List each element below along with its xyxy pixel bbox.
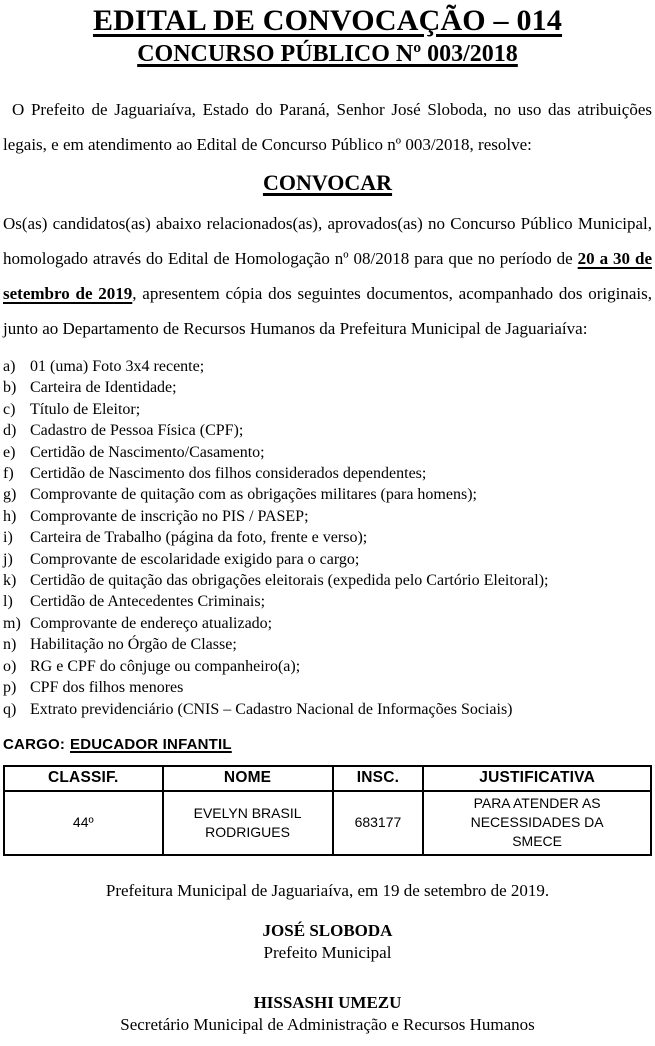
table-cell-justificativa: PARA ATENDER AS NECESSIDADES DA SMECE bbox=[423, 791, 651, 855]
list-item bbox=[3, 484, 652, 505]
list-item bbox=[3, 463, 652, 484]
signature-name: JOSÉ SLOBODA bbox=[262, 920, 393, 940]
list-item-marker: q) bbox=[3, 700, 17, 718]
list-item-marker: p) bbox=[3, 679, 17, 697]
list-item bbox=[3, 442, 652, 463]
list-item-marker: o) bbox=[3, 657, 17, 675]
list-item bbox=[3, 570, 652, 591]
list-item-text: Comprovante de escolaridade exigido para o cargo; bbox=[30, 550, 360, 568]
list-item-marker: f) bbox=[3, 465, 14, 483]
list-item-text: Título de Eleitor; bbox=[30, 400, 141, 418]
document-subtitle-text: CONCURSO PÚBLICO Nº 003/2018 bbox=[137, 41, 518, 67]
table-header-row bbox=[4, 766, 651, 791]
signature-role: Prefeito Municipal bbox=[263, 942, 392, 962]
signature-role: Secretário Municipal de Administração e Recursos Humanos bbox=[120, 1014, 535, 1034]
list-item-text: Certidão de Nascimento/Casamento; bbox=[30, 443, 265, 461]
intro-paragraph: O Prefeito de Jaguariaíva, Estado do Paraná, Senhor José Sloboda, no uso das atribuições legais, e em atendimento ao Edital de Concurso Público nº 003/2018, resolve: bbox=[3, 100, 652, 154]
date-line: Prefeitura Municipal de Jaguariaíva, em 19 de setembro de 2019. bbox=[105, 880, 550, 900]
list-item-text: Extrato previdenciário (CNIS – Cadastro Nacional de Informações Sociais) bbox=[30, 700, 513, 718]
signature-block-secretary bbox=[3, 992, 652, 1036]
table-header-insc: INSC. bbox=[333, 766, 424, 791]
list-item-marker: l) bbox=[3, 593, 13, 611]
list-item-marker: k) bbox=[3, 572, 17, 590]
list-item-marker: i) bbox=[3, 529, 13, 547]
list-item-text: Certidão de quitação das obrigações eleitorais (expedida pelo Cartório Eleitoral); bbox=[30, 572, 549, 590]
list-item bbox=[3, 377, 652, 398]
table-cell-classif: 44º bbox=[4, 791, 163, 855]
list-item-text: Comprovante de endereço atualizado; bbox=[30, 614, 273, 632]
list-item bbox=[3, 591, 652, 612]
table-cell-nome: EVELYN BRASIL RODRIGUES bbox=[163, 791, 333, 855]
list-item bbox=[3, 634, 652, 655]
list-item bbox=[3, 549, 652, 570]
list-item bbox=[3, 699, 652, 720]
list-item-marker: m) bbox=[3, 614, 21, 632]
list-item-text: Comprovante de inscrição no PIS / PASEP; bbox=[30, 507, 309, 525]
list-item bbox=[3, 527, 652, 548]
list-item-text: Cadastro de Pessoa Física (CPF); bbox=[30, 422, 244, 440]
list-item-marker: e) bbox=[3, 443, 16, 461]
convocar-heading-text: CONVOCAR bbox=[262, 170, 393, 195]
list-item-marker: a) bbox=[3, 358, 16, 375]
list-item-text: Carteira de Trabalho (página da foto, frente e verso); bbox=[30, 529, 368, 547]
table-cell-insc: 683177 bbox=[333, 791, 424, 855]
list-item-marker: c) bbox=[3, 400, 16, 418]
list-item-text: 01 (uma) Foto 3x4 recente; bbox=[30, 358, 205, 375]
document-subtitle bbox=[3, 41, 652, 68]
signature-block-mayor bbox=[3, 920, 652, 964]
body-paragraph-part1: Os(as) candidatos(as) abaixo relacionados(as), aprovados(as) no Concurso Público Municipal, homologado através do Edital de Homologação nº 08/2018 para que no período de bbox=[3, 214, 652, 268]
list-item bbox=[3, 613, 652, 634]
list-item-marker: j) bbox=[3, 550, 13, 568]
body-paragraph-date-range: 20 a 30 de setembro de 2019 bbox=[3, 249, 653, 303]
candidates-table bbox=[3, 765, 652, 856]
table-header-classif: CLASSIF. bbox=[4, 766, 163, 791]
list-item bbox=[3, 399, 652, 420]
document-title bbox=[3, 4, 652, 38]
cargo-label: CARGO: bbox=[3, 735, 66, 753]
convocar-heading bbox=[3, 170, 652, 196]
list-item-marker: h) bbox=[3, 507, 17, 525]
table-header-nome: NOME bbox=[163, 766, 333, 791]
body-paragraph-part2: , apresentem cópia dos seguintes documentos, acompanhado dos originais, junto ao Departamento de Recursos Humanos da Prefeitura Municipal de Jaguariaíva: bbox=[3, 284, 652, 338]
list-item bbox=[3, 506, 652, 527]
list-item-text: Habilitação no Órgão de Classe; bbox=[30, 636, 237, 654]
table-header-justificativa: JUSTIFICATIVA bbox=[423, 766, 651, 791]
list-item-text: RG e CPF do cônjuge ou companheiro(a); bbox=[30, 657, 301, 675]
list-item-text: Certidão de Nascimento dos filhos considerados dependentes; bbox=[30, 465, 427, 483]
list-item-text: Carteira de Identidade; bbox=[30, 379, 177, 397]
list-item bbox=[3, 656, 652, 677]
list-item-marker: b) bbox=[3, 379, 17, 397]
list-item-marker: n) bbox=[3, 636, 17, 654]
list-item-marker: d) bbox=[3, 422, 17, 440]
list-item-text: CPF dos filhos menores bbox=[30, 679, 184, 697]
list-item bbox=[3, 677, 652, 698]
list-item bbox=[3, 420, 652, 441]
list-item-text: Comprovante de quitação com as obrigações militares (para homens); bbox=[30, 486, 477, 504]
body-paragraph bbox=[3, 206, 652, 346]
table-row bbox=[4, 791, 651, 855]
list-item bbox=[3, 356, 652, 377]
signature-name: HISSASHI UMEZU bbox=[253, 992, 402, 1012]
cargo-value: EDUCADOR INFANTIL bbox=[70, 735, 232, 753]
list-item-marker: g) bbox=[3, 486, 17, 504]
list-item-text: Certidão de Antecedentes Criminais; bbox=[30, 593, 266, 611]
documents-list bbox=[3, 356, 652, 720]
document-title-text: EDITAL DE CONVOCAÇÃO – 014 bbox=[92, 4, 563, 37]
cargo-line bbox=[3, 736, 652, 753]
